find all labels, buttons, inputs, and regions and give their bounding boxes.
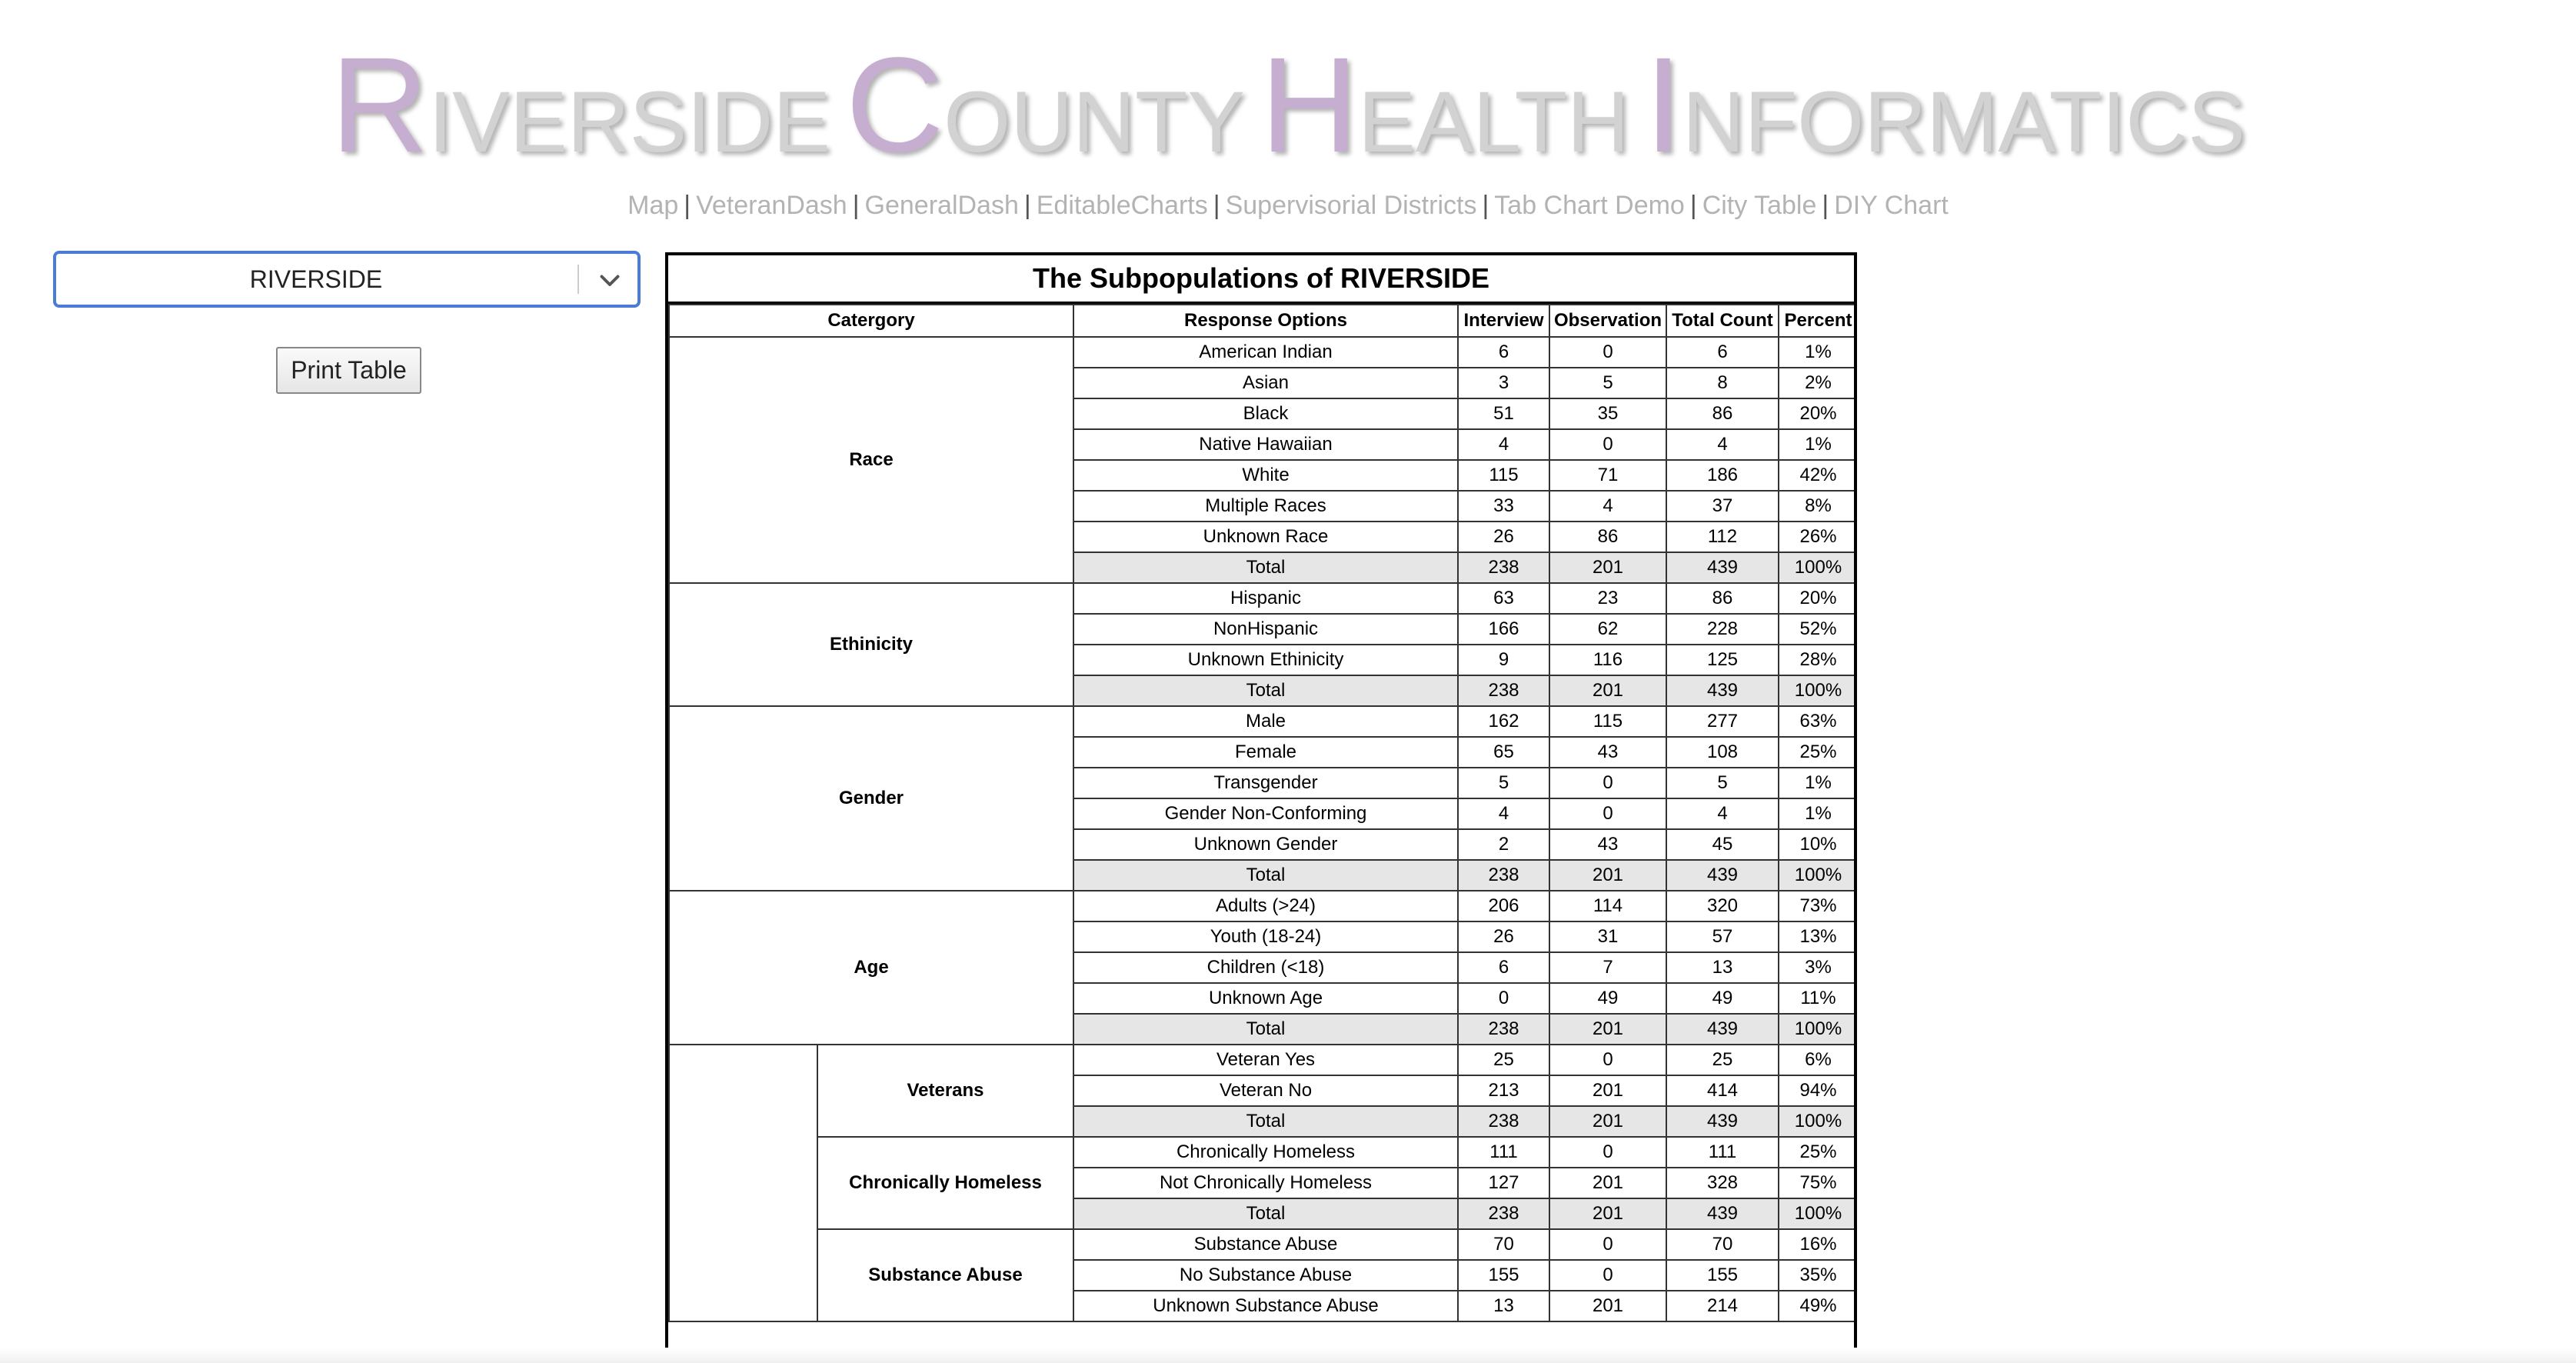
value-cell: 37 <box>1666 491 1779 522</box>
value-cell: 320 <box>1666 891 1779 921</box>
value-cell: 0 <box>1549 1260 1666 1291</box>
column-header: Catergory <box>669 305 1073 337</box>
value-cell: 238 <box>1458 552 1549 583</box>
response-option-cell: Total <box>1073 552 1458 583</box>
value-cell: 75% <box>1779 1168 1857 1198</box>
value-cell: 201 <box>1549 675 1666 706</box>
category-cell: Ethinicity <box>669 583 1073 706</box>
value-cell: 3 <box>1458 368 1549 398</box>
value-cell: 100% <box>1779 552 1857 583</box>
value-cell: 115 <box>1549 706 1666 737</box>
nav-separator: | <box>1213 191 1220 220</box>
table-row <box>669 891 1857 921</box>
value-cell: 186 <box>1666 460 1779 491</box>
value-cell: 16% <box>1779 1229 1857 1260</box>
chevron-down-icon[interactable] <box>596 266 624 294</box>
value-cell: 0 <box>1549 768 1666 798</box>
nav-separator: | <box>1689 191 1697 220</box>
value-cell: 6 <box>1458 337 1549 368</box>
value-cell: 52% <box>1779 614 1857 645</box>
value-cell: 439 <box>1666 1106 1779 1137</box>
value-cell: 1% <box>1779 337 1857 368</box>
nav-link-city-table[interactable]: City Table <box>1702 191 1817 220</box>
value-cell: 49% <box>1779 1291 1857 1321</box>
value-cell: 25% <box>1779 1137 1857 1168</box>
value-cell: 6 <box>1458 952 1549 983</box>
category-cell: Gender <box>669 706 1073 891</box>
response-option-cell: Gender Non-Conforming <box>1073 798 1458 829</box>
value-cell: 62 <box>1549 614 1666 645</box>
value-cell: 5 <box>1549 368 1666 398</box>
title-word <box>1645 28 2245 183</box>
response-option-cell: Total <box>1073 1014 1458 1045</box>
value-cell: 4 <box>1549 491 1666 522</box>
response-option-cell: Native Hawaiian <box>1073 429 1458 460</box>
nav-separator: | <box>684 191 691 220</box>
title-initial: I <box>1644 30 1682 181</box>
response-option-cell: Total <box>1073 1106 1458 1137</box>
response-option-cell: Not Chronically Homeless <box>1073 1168 1458 1198</box>
value-cell: 86 <box>1549 522 1666 552</box>
value-cell: 100% <box>1779 1014 1857 1045</box>
value-cell: 11% <box>1779 983 1857 1014</box>
value-cell: 111 <box>1666 1137 1779 1168</box>
value-cell: 43 <box>1549 829 1666 860</box>
value-cell: 33 <box>1458 491 1549 522</box>
value-cell: 328 <box>1666 1168 1779 1198</box>
response-option-cell: Children (<18) <box>1073 952 1458 983</box>
table-title: The Subpopulations of RIVERSIDE <box>668 255 1854 304</box>
value-cell: 4 <box>1666 429 1779 460</box>
column-header: Response Options <box>1073 305 1458 337</box>
column-header: Observation <box>1549 305 1666 337</box>
nav-link-diy-chart[interactable]: DIY Chart <box>1834 191 1949 220</box>
title-rest: OUNTY <box>944 74 1246 170</box>
value-cell: 201 <box>1549 1014 1666 1045</box>
value-cell: 439 <box>1666 675 1779 706</box>
value-cell: 0 <box>1549 1045 1666 1075</box>
value-cell: 0 <box>1549 429 1666 460</box>
column-header: Interview <box>1458 305 1549 337</box>
category-cell: Chronically Homeless <box>817 1137 1073 1229</box>
response-option-cell: American Indian <box>1073 337 1458 368</box>
value-cell: 3% <box>1779 952 1857 983</box>
value-cell: 2% <box>1779 368 1857 398</box>
response-option-cell: Substance Abuse <box>1073 1229 1458 1260</box>
response-option-cell: Multiple Races <box>1073 491 1458 522</box>
value-cell: 4 <box>1458 798 1549 829</box>
value-cell: 0 <box>1549 1137 1666 1168</box>
bottom-edge <box>0 1348 2576 1363</box>
value-cell: 25% <box>1779 737 1857 768</box>
value-cell: 111 <box>1458 1137 1549 1168</box>
site-title <box>0 28 2576 183</box>
value-cell: 0 <box>1549 337 1666 368</box>
value-cell: 277 <box>1666 706 1779 737</box>
value-cell: 63% <box>1779 706 1857 737</box>
select-divider <box>577 265 579 294</box>
nav-bar <box>0 191 2576 221</box>
value-cell: 6% <box>1779 1045 1857 1075</box>
response-option-cell: Unknown Race <box>1073 522 1458 552</box>
response-option-cell: Male <box>1073 706 1458 737</box>
table-row <box>669 1137 1857 1168</box>
table-row <box>669 1229 1857 1260</box>
value-cell: 5 <box>1458 768 1549 798</box>
value-cell: 26 <box>1458 921 1549 952</box>
value-cell: 7 <box>1549 952 1666 983</box>
value-cell: 13 <box>1458 1291 1549 1321</box>
value-cell: 49 <box>1666 983 1779 1014</box>
value-cell: 238 <box>1458 1198 1549 1229</box>
value-cell: 70 <box>1666 1229 1779 1260</box>
value-cell: 63 <box>1458 583 1549 614</box>
title-rest: IVERSIDE <box>428 74 830 170</box>
value-cell: 100% <box>1779 675 1857 706</box>
value-cell: 42% <box>1779 460 1857 491</box>
value-cell: 439 <box>1666 1198 1779 1229</box>
value-cell: 201 <box>1549 552 1666 583</box>
nav-link-supervisorial-districts[interactable]: Supervisorial Districts <box>1225 191 1477 220</box>
value-cell: 201 <box>1549 1106 1666 1137</box>
response-option-cell: Veteran Yes <box>1073 1045 1458 1075</box>
value-cell: 213 <box>1458 1075 1549 1106</box>
print-table-button[interactable]: Print Table <box>276 347 421 394</box>
value-cell: 0 <box>1549 798 1666 829</box>
value-cell: 115 <box>1458 460 1549 491</box>
value-cell: 70 <box>1458 1229 1549 1260</box>
category-cell: Substance Abuse <box>817 1229 1073 1321</box>
city-select-value: RIVERSIDE <box>249 265 383 293</box>
value-cell: 238 <box>1458 1106 1549 1137</box>
value-cell: 414 <box>1666 1075 1779 1106</box>
nav-separator: | <box>1023 191 1031 220</box>
response-option-cell: Black <box>1073 398 1458 429</box>
value-cell: 13 <box>1666 952 1779 983</box>
value-cell: 65 <box>1458 737 1549 768</box>
category-cell: Age <box>669 891 1073 1045</box>
value-cell: 201 <box>1549 1075 1666 1106</box>
value-cell: 125 <box>1666 645 1779 675</box>
value-cell: 49 <box>1549 983 1666 1014</box>
value-cell: 13% <box>1779 921 1857 952</box>
response-option-cell: Unknown Ethinicity <box>1073 645 1458 675</box>
value-cell: 0 <box>1458 983 1549 1014</box>
value-cell: 206 <box>1458 891 1549 921</box>
value-cell: 45 <box>1666 829 1779 860</box>
value-cell: 5 <box>1666 768 1779 798</box>
value-cell: 20% <box>1779 583 1857 614</box>
value-cell: 155 <box>1666 1260 1779 1291</box>
value-cell: 1% <box>1779 768 1857 798</box>
table-row <box>669 583 1857 614</box>
value-cell: 100% <box>1779 1106 1857 1137</box>
value-cell: 94% <box>1779 1075 1857 1106</box>
value-cell: 25 <box>1666 1045 1779 1075</box>
value-cell: 166 <box>1458 614 1549 645</box>
nav-link-generaldash[interactable]: GeneralDash <box>864 191 1019 220</box>
value-cell: 57 <box>1666 921 1779 952</box>
nav-separator: | <box>1822 191 1829 220</box>
value-cell: 1% <box>1779 798 1857 829</box>
nav-link-tab-chart-demo[interactable]: Tab Chart Demo <box>1494 191 1685 220</box>
title-rest: NFORMATICS <box>1682 74 2245 170</box>
nav-link-veterandash[interactable]: VeteranDash <box>696 191 847 220</box>
value-cell: 20% <box>1779 398 1857 429</box>
response-option-cell: No Substance Abuse <box>1073 1260 1458 1291</box>
response-option-cell: Unknown Substance Abuse <box>1073 1291 1458 1321</box>
response-option-cell: Transgender <box>1073 768 1458 798</box>
value-cell: 86 <box>1666 583 1779 614</box>
title-rest: EALTH <box>1358 74 1629 170</box>
value-cell: 214 <box>1666 1291 1779 1321</box>
column-header: Total Count <box>1666 305 1779 337</box>
nav-link-map[interactable]: Map <box>627 191 679 220</box>
value-cell: 4 <box>1458 429 1549 460</box>
value-cell: 4 <box>1666 798 1779 829</box>
value-cell: 439 <box>1666 1014 1779 1045</box>
value-cell: 439 <box>1666 860 1779 891</box>
response-option-cell: NonHispanic <box>1073 614 1458 645</box>
title-initial: H <box>1260 30 1359 181</box>
value-cell: 26 <box>1458 522 1549 552</box>
value-cell: 114 <box>1549 891 1666 921</box>
response-option-cell: Youth (18-24) <box>1073 921 1458 952</box>
response-option-cell: Adults (>24) <box>1073 891 1458 921</box>
response-option-cell: Total <box>1073 860 1458 891</box>
city-select[interactable] <box>53 251 641 308</box>
value-cell: 108 <box>1666 737 1779 768</box>
title-initial: C <box>846 30 944 181</box>
category-cell: Race <box>669 337 1073 583</box>
title-word <box>846 28 1245 183</box>
value-cell: 238 <box>1458 1014 1549 1045</box>
value-cell: 23 <box>1549 583 1666 614</box>
nav-link-editablecharts[interactable]: EditableCharts <box>1036 191 1208 220</box>
nav-separator: | <box>852 191 860 220</box>
value-cell: 2 <box>1458 829 1549 860</box>
table-row <box>669 1045 1857 1075</box>
title-word <box>1260 28 1629 183</box>
value-cell: 201 <box>1549 1168 1666 1198</box>
value-cell: 162 <box>1458 706 1549 737</box>
parent-category-cell <box>669 1045 817 1321</box>
response-option-cell: Asian <box>1073 368 1458 398</box>
value-cell: 1% <box>1779 429 1857 460</box>
value-cell: 73% <box>1779 891 1857 921</box>
value-cell: 100% <box>1779 860 1857 891</box>
title-word <box>331 28 830 183</box>
value-cell: 116 <box>1549 645 1666 675</box>
value-cell: 6 <box>1666 337 1779 368</box>
response-option-cell: Veteran No <box>1073 1075 1458 1106</box>
value-cell: 127 <box>1458 1168 1549 1198</box>
value-cell: 25 <box>1458 1045 1549 1075</box>
response-option-cell: Female <box>1073 737 1458 768</box>
value-cell: 31 <box>1549 921 1666 952</box>
value-cell: 439 <box>1666 552 1779 583</box>
table-row <box>669 706 1857 737</box>
value-cell: 0 <box>1549 1229 1666 1260</box>
response-option-cell: Unknown Age <box>1073 983 1458 1014</box>
value-cell: 238 <box>1458 675 1549 706</box>
subpopulations-table <box>668 304 1857 1322</box>
response-option-cell: Total <box>1073 675 1458 706</box>
response-option-cell: Unknown Gender <box>1073 829 1458 860</box>
value-cell: 201 <box>1549 860 1666 891</box>
response-option-cell: Chronically Homeless <box>1073 1137 1458 1168</box>
value-cell: 35 <box>1549 398 1666 429</box>
table-row <box>669 337 1857 368</box>
response-option-cell: Hispanic <box>1073 583 1458 614</box>
value-cell: 201 <box>1549 1291 1666 1321</box>
title-initial: R <box>331 30 429 181</box>
response-option-cell: Total <box>1073 1198 1458 1229</box>
table-header-row <box>669 305 1857 337</box>
subpopulations-table-container <box>665 252 1857 1363</box>
column-header: Percent <box>1779 305 1857 337</box>
value-cell: 8 <box>1666 368 1779 398</box>
value-cell: 35% <box>1779 1260 1857 1291</box>
value-cell: 155 <box>1458 1260 1549 1291</box>
value-cell: 9 <box>1458 645 1549 675</box>
value-cell: 201 <box>1549 1198 1666 1229</box>
value-cell: 86 <box>1666 398 1779 429</box>
value-cell: 71 <box>1549 460 1666 491</box>
value-cell: 238 <box>1458 860 1549 891</box>
category-cell: Veterans <box>817 1045 1073 1137</box>
value-cell: 26% <box>1779 522 1857 552</box>
value-cell: 8% <box>1779 491 1857 522</box>
value-cell: 228 <box>1666 614 1779 645</box>
value-cell: 112 <box>1666 522 1779 552</box>
nav-separator: | <box>1482 191 1489 220</box>
value-cell: 100% <box>1779 1198 1857 1229</box>
value-cell: 51 <box>1458 398 1549 429</box>
value-cell: 43 <box>1549 737 1666 768</box>
value-cell: 28% <box>1779 645 1857 675</box>
response-option-cell: White <box>1073 460 1458 491</box>
value-cell: 10% <box>1779 829 1857 860</box>
